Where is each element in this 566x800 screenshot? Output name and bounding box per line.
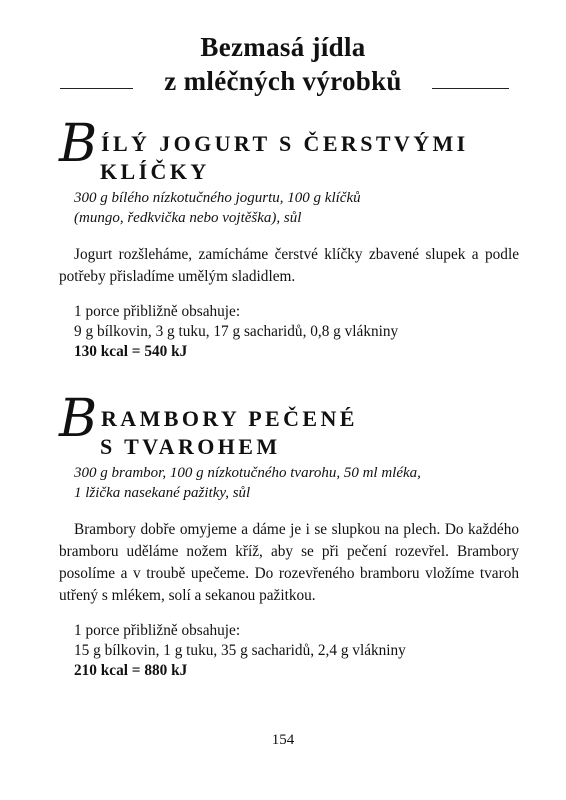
recipe-method: Jogurt rozšleháme, zamícháme čerstvé klíčky zbavené slupek a podle potřeby přisladíme umělým sladidlem. — [59, 246, 519, 285]
nutrition-energy: 130 kcal = 540 kJ — [74, 343, 188, 360]
chapter-title-row — [0, 64, 566, 98]
recipe-title-dropcap: B — [59, 389, 98, 449]
nutrition-energy: 210 kcal = 880 kJ — [74, 662, 188, 679]
chapter-title-line1: Bezmasá jídla — [200, 32, 366, 62]
recipe-white-yogurt — [59, 114, 519, 362]
nutrition-values: 15 g bílkovin, 1 g tuku, 35 g sacharidů, 2,4 g vlákniny — [74, 642, 406, 659]
recipe-nutrition — [59, 302, 519, 362]
nutrition-intro: 1 porce přibližně obsahuje: — [74, 622, 241, 639]
recipe-title-line1: ÍLÝ JOGURT S ČERSTVÝMI — [101, 131, 469, 156]
recipe-nutrition — [59, 621, 519, 681]
recipe-title-dropcap: B — [59, 114, 98, 174]
heading-rule-right — [432, 88, 509, 89]
recipe-title — [59, 114, 519, 186]
recipe-method: Brambory dobře omyjeme a dáme je i se slupkou na plech. Do každého bramboru uděláme nožem kříž, aby se při pečení rozevřel. Brambory posolíme a v troubě upečeme. Do rozevřeného bramboru vložíme tvaroh utřený s mlékem, solí a sekanou pažitkou. — [59, 521, 519, 604]
nutrition-intro: 1 porce přibližně obsahuje: — [74, 303, 241, 320]
page-number: 154 — [271, 732, 295, 748]
nutrition-values: 9 g bílkovin, 3 g tuku, 17 g sacharidů, 0,8 g vlákniny — [74, 323, 399, 340]
recipe-ingredients: 300 g bílého nízkotučného jogurtu, 100 g klíčků (mungo, ředkvička nebo vojtěška), sůl — [74, 190, 361, 226]
recipe-title — [59, 389, 519, 461]
chapter-title-line2: z mléčných výrobků — [164, 66, 402, 96]
chapter-heading — [0, 30, 566, 98]
recipe-baked-potatoes — [59, 389, 519, 681]
recipe-ingredients: 300 g brambor, 100 g nízkotučného tvarohu, 50 ml mléka, 1 lžička nasekané pažitky, sůl — [74, 465, 421, 501]
recipe-title-line2: KLÍČKY — [100, 159, 210, 184]
recipe-title-line1: RAMBORY PEČENÉ — [101, 406, 358, 431]
heading-rule-left — [60, 88, 133, 89]
recipe-title-line2: S TVAROHEM — [100, 434, 281, 459]
